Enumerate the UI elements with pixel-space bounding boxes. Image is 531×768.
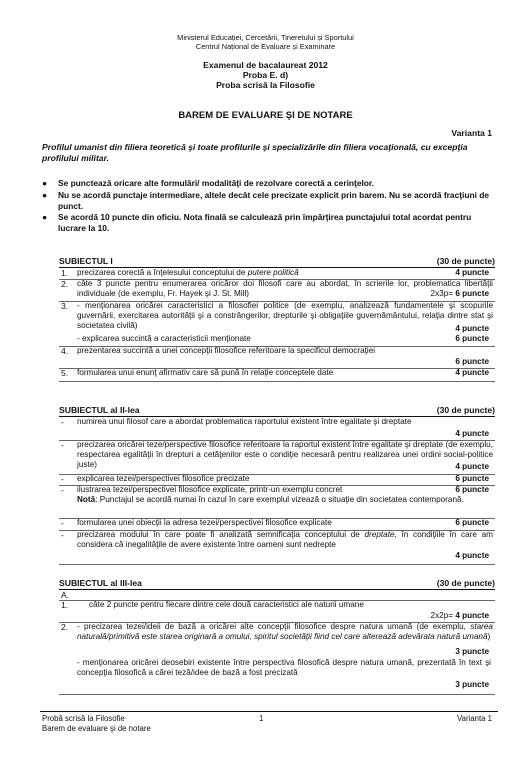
dash-marker: - xyxy=(61,530,64,540)
item-score: 6 puncte xyxy=(455,334,489,343)
item-text xyxy=(77,622,493,642)
item-text-part: ilustrarea tezei/perspectivei filosofice explicate, printr-un exemplu concret xyxy=(77,485,343,494)
dash-marker: - xyxy=(61,417,64,427)
item-score: 6 puncte xyxy=(455,357,489,366)
item-subtext: - explicarea succintă a caracteristicii menţionate xyxy=(77,334,251,343)
item-text xyxy=(77,368,493,378)
item-score: 4 puncte xyxy=(455,268,489,277)
item-text-part: - precizarea tezei/ideii de bază a oricărei alte concepţii filosofice despre natura umană (de exemplu, xyxy=(77,622,471,631)
item-text xyxy=(77,474,493,484)
table-row xyxy=(59,279,495,302)
exam-header xyxy=(0,60,531,90)
item-text-italic: starea naturală/primitivă este starea originară a omului, spiritul societăţii fiind cel care alterează adevărata natură umană xyxy=(77,622,493,642)
table-row xyxy=(59,346,495,369)
table-row xyxy=(59,417,495,441)
note-label: Notă xyxy=(77,495,96,504)
item-text-part: ) xyxy=(487,632,491,642)
item-number: 2. xyxy=(61,622,69,632)
rule-text: Nu se acordă punctaje intermediare, altele decât cele precizate explicit prin barem. Nu se acordă fracţiuni de punct. xyxy=(58,190,490,211)
table-row xyxy=(59,600,495,623)
bullet-icon: ● xyxy=(42,212,48,222)
item-text-part: , în condiţiile în care am considera că inegalităţile de avere existente între oameni sunt nedrepte xyxy=(77,530,494,550)
item-text xyxy=(77,530,493,550)
item-score: 6 puncte xyxy=(455,485,489,494)
item-text: câte 3 puncte pentru enumerarea oricăror doi filosofi care au abordat, în scrierile lor, problematica libertăţii individuale (de exemplu, Fr. Hayek şi J. St. Mill) xyxy=(77,279,493,299)
center-name: Centrul Național de Evaluare și Examinare xyxy=(195,42,336,51)
section-header xyxy=(59,405,495,417)
item-score: 4 puncte xyxy=(455,429,489,438)
rule-item xyxy=(42,178,497,189)
item-text-part: formularea unui enunţ afirmativ care să pună în relaţie conceptele date xyxy=(77,368,334,377)
part-label: A. xyxy=(61,590,70,600)
section-header xyxy=(59,578,495,590)
footer-variant: Varianta 1 xyxy=(457,714,492,723)
table-row xyxy=(59,530,495,565)
section-header xyxy=(59,256,495,268)
rule-text: Se acordă 10 puncte din oficiu. Nota finală se calculează prin împărţirea punctajului total acordat pentru lucrare la 10. xyxy=(58,212,472,233)
table-row xyxy=(59,368,495,382)
score-multiplier: 2x2p= xyxy=(430,611,456,620)
rule-item xyxy=(42,190,497,211)
dash-marker: - xyxy=(61,518,64,528)
section-title: SUBIECTUL al II-lea xyxy=(59,405,140,415)
table-row xyxy=(59,485,495,519)
bullet-icon: ● xyxy=(42,190,48,200)
section-title: SUBIECTUL al III-lea xyxy=(59,578,142,588)
item-text xyxy=(77,485,493,495)
page-number: 1 xyxy=(259,714,264,723)
item-score: 4 puncte xyxy=(455,462,489,471)
item-number: 4. xyxy=(61,346,69,356)
subject-name: Proba scrisă la Filosofie xyxy=(216,80,315,90)
exam-name: Examenul de bacalaureat 2012 xyxy=(203,60,328,70)
dash-marker: - xyxy=(61,474,64,484)
variant-label: Varianta 1 xyxy=(451,128,492,138)
section-points: (30 de puncte) xyxy=(436,405,495,415)
rule-item xyxy=(42,212,497,233)
item-score: 3 puncte xyxy=(455,680,489,689)
footer-doc-type: Barem de evaluare şi de notare xyxy=(42,724,151,733)
item-number: 2. xyxy=(61,279,69,289)
table-row xyxy=(59,440,495,475)
item-score: 4 puncte xyxy=(455,551,489,560)
item-text-part: precizarea modului în care poate fi analizată semnificaţia conceptului de xyxy=(77,530,365,539)
item-score: 3 puncte xyxy=(455,647,489,656)
score-multiplier: 2x3p= xyxy=(430,289,456,298)
dash-marker: - xyxy=(61,440,64,450)
proba-name: Proba E. d) xyxy=(242,70,289,80)
item-text: numirea unui filosof care a abordat problematica raportului existent între egalitate şi dreptate xyxy=(77,417,412,426)
dash-marker: - xyxy=(61,485,64,495)
section-points: (30 de puncte) xyxy=(436,578,495,588)
item-text-italic: putere politică xyxy=(247,268,299,277)
profile-statement: Profilul umanist din filiera teoretică şi toate profilurile şi specializările din filiera vocaţională, cu excepţia profilului militar. xyxy=(42,142,468,163)
section-points: (30 de puncte) xyxy=(436,256,495,266)
item-score: 4 puncte xyxy=(455,368,489,377)
item-score-line xyxy=(431,289,489,299)
item-number: 3. xyxy=(61,301,69,311)
footer-divider xyxy=(40,711,498,712)
item-text: - menţionarea oricărei caracteristici a filosofiei politice (de exemplu, analizează fundamentele şi scopurile guvernării, exercitarea autorităţii şi a constrângerilor, drepturile şi obligaţiile guvernământului, relaţia dintre stat şi societatea civilă) xyxy=(77,301,493,331)
ministry-name: Ministerul Educației, Cercetării, Tineretului și Sportului xyxy=(177,33,354,42)
item-note xyxy=(77,495,491,505)
note-text: : Punctajul se acordă numai în cazul în care exemplul vizează o situaţie din societatea contemporană. xyxy=(95,495,464,504)
item-number: 1. xyxy=(61,268,69,278)
item-score-line xyxy=(431,611,489,621)
item-score: 6 puncte xyxy=(455,474,489,483)
item-text-part: formularea unei obiecţii la adresa tezei/perspectivei filosofice explicate xyxy=(77,518,332,527)
table-row xyxy=(59,301,495,347)
item-score: 6 puncte xyxy=(455,289,489,298)
item-subtext: - menţionarea oricărei deosebiri existente între perspectiva filosofică despre natura umană, prezentată în text şi concepţia filosofică a cărei teză/idee de bază a fost precizată xyxy=(77,658,491,678)
bullet-icon: ● xyxy=(42,178,48,188)
footer-subject: Probă scrisă la Filosofie xyxy=(42,714,125,723)
item-score: 6 puncte xyxy=(455,518,489,527)
item-text xyxy=(77,518,493,528)
item-text: precizarea oricărei teze/perspective filosofice referitoare la raportul existent între egalitate şi dreptate (de exemplu, respectarea egalităţii în drepturi a cetăţenilor este o condiţie necesară pentru realizarea unei ordini social-politice juste) xyxy=(77,440,493,470)
table-row xyxy=(59,622,495,695)
section-title: SUBIECTUL I xyxy=(59,256,113,266)
footer-left xyxy=(42,714,151,734)
item-score: 4 puncte xyxy=(455,611,489,620)
item-text xyxy=(77,268,493,278)
page-title: BAREM DE EVALUARE ŞI DE NOTARE xyxy=(178,110,353,121)
header-institution xyxy=(0,33,531,51)
item-text: câte 2 puncte pentru fiecare dintre cele două caracteristici ale naturii umane xyxy=(89,600,364,609)
item-number: 1. xyxy=(61,600,69,610)
item-number: 5. xyxy=(61,368,69,378)
item-text-italic: dreptate xyxy=(364,530,395,539)
item-text-part: precizarea corectă a înţelesului conceptului de xyxy=(77,268,248,277)
item-score: 4 puncte xyxy=(455,324,489,333)
item-text-part: explicarea tezei/perspectivei filosofice precizate xyxy=(77,474,250,483)
rule-text: Se punctează oricare alte formulări/ modalităţi de rezolvare corectă a cerinţelor. xyxy=(58,178,375,188)
item-text: prezentarea succintă a unei concepţii filosofice referitoare la specificul democraţiei xyxy=(77,346,376,355)
